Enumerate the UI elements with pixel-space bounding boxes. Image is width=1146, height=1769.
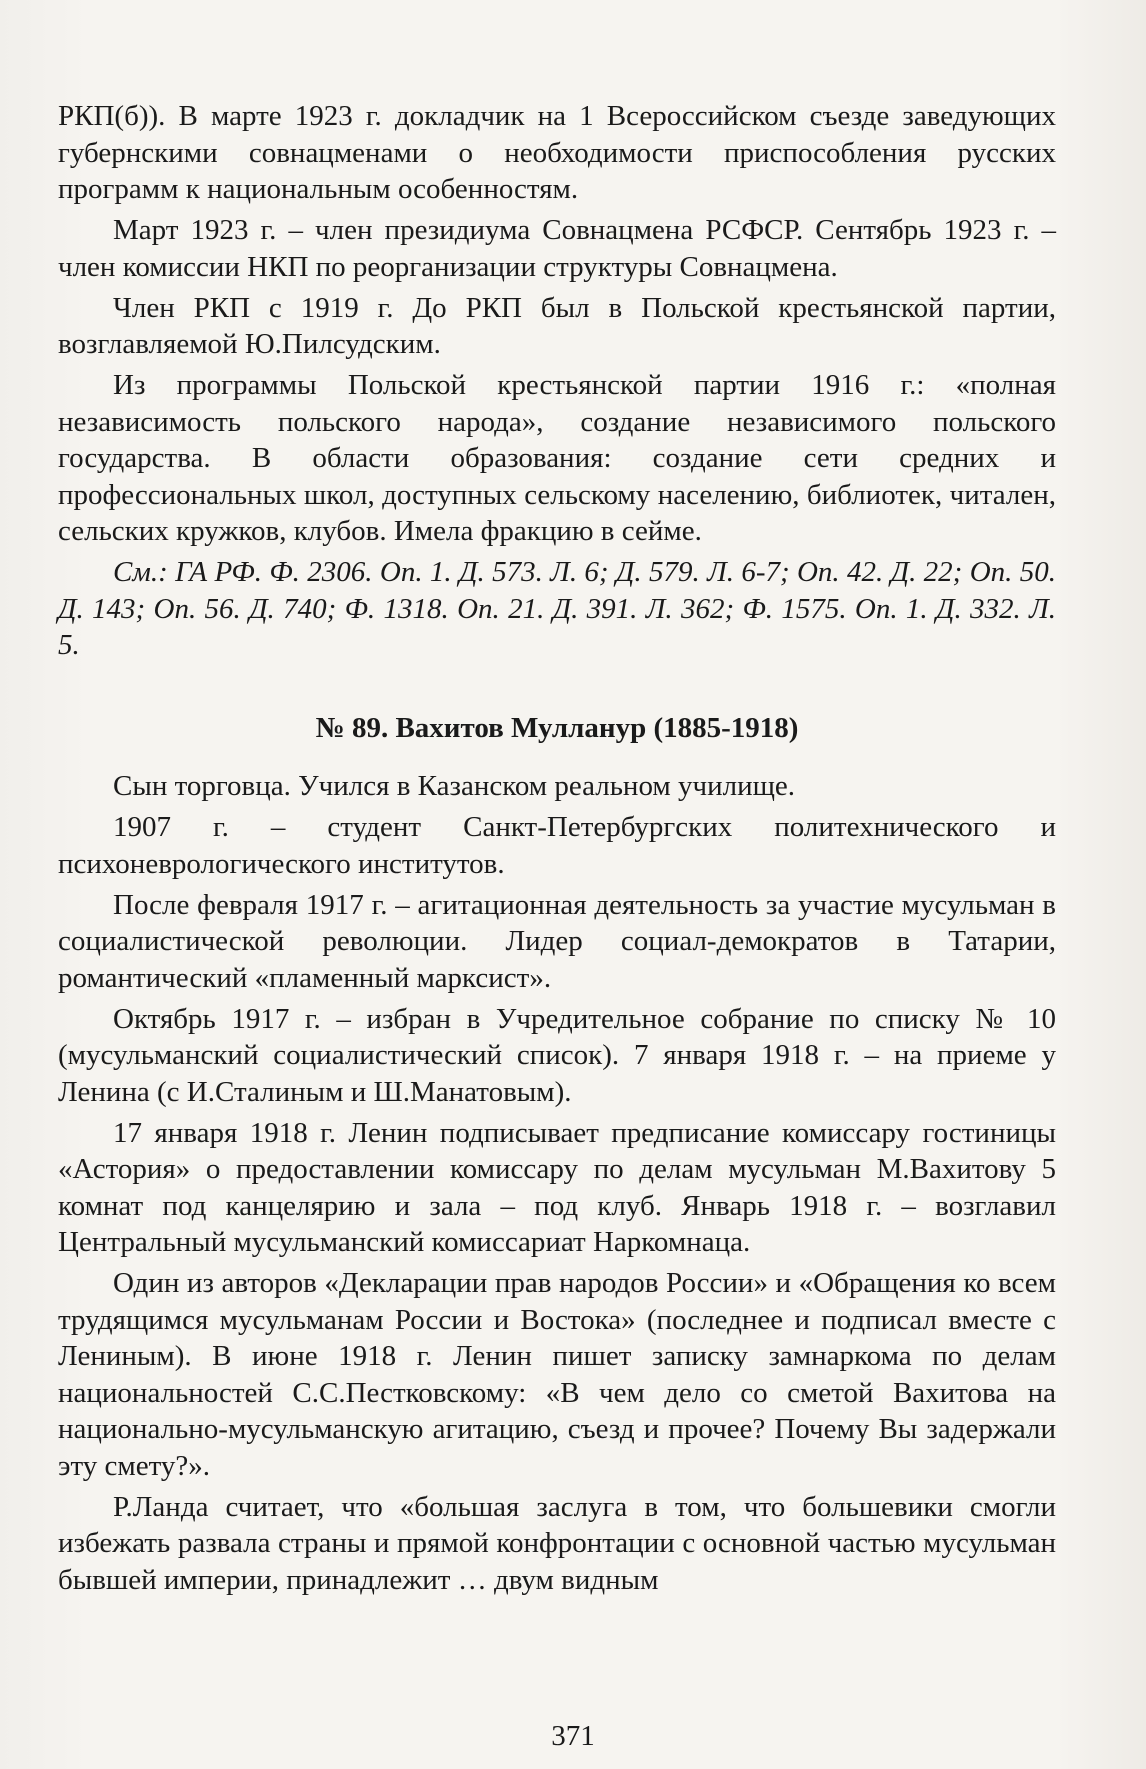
page-number: 371 bbox=[551, 1720, 595, 1752]
archive-reference: См.: ГА РФ. Ф. 2306. Оп. 1. Д. 573. Л. 6; Д. 579. Л. 6-7; Оп. 42. Д. 22; Оп. 50. Д. 143; Оп. 56. Д. 740; Ф. 1318. Оп. 21. Д. 391. Л. 362; Ф. 1575. Оп. 1. Д. 332. Л. 5. bbox=[58, 556, 1056, 661]
paragraph: Октябрь 1917 г. – избран в Учредительное собрание по списку № 10 (мусульманский социалистический список). 7 января 1918 г. – на приеме у Ленина (с И.Сталиным и Ш.Манатовым). bbox=[58, 1002, 1056, 1108]
paragraph: Один из авторов «Декларации прав народов России» и «Обращения ко всем трудящимся мусульманам России и Востока» (последнее и подписал вместе с Лениным). В июне 1918 г. Ленин пишет записку замнаркома по делам национальностей С.С.Пестковскому: «В чем дело со сметой Вахитова на национально-мусульманскую агитацию, съезд и прочее? Почему Вы задержали эту смету?». bbox=[58, 1267, 1056, 1482]
paragraph: После февраля 1917 г. – агитационная деятельность за участие мусульман в социалистической революции. Лидер социал-демократов в Татарии, романтический «пламенный марксист». bbox=[58, 888, 1056, 994]
paragraph: Сын торговца. Учился в Казанском реальном училище. bbox=[113, 770, 796, 802]
paragraph: Март 1923 г. – член президиума Совнацмена РСФСР. Сентябрь 1923 г. – член комиссии НКП по реорганизации структуры Совнацмена. bbox=[58, 214, 1056, 283]
paragraph: Р.Ланда считает, что «большая заслуга в том, что большевики смогли избежать развала страны и прямой конфронтации с основной частью мусульман бывшей империи, принадлежит … двум видным bbox=[58, 1490, 1056, 1596]
paragraph: 17 января 1918 г. Ленин подписывает предписание комиссару гостиницы «Астория» о предоставлении комиссару по делам мусульман М.Вахитову 5 комнат под канцелярию и зала – под клуб. Январь 1918 г. – возглавил Центральный мусульманский комиссариат Наркомнаца. bbox=[58, 1116, 1056, 1258]
paragraph: Член РКП с 1919 г. До РКП был в Польской крестьянской партии, возглавляемой Ю.Пилсудским. bbox=[58, 291, 1056, 360]
paragraph: 1907 г. – студент Санкт-Петербургских политехнического и психоневрологического институтов. bbox=[58, 811, 1056, 880]
paragraph-continuation: РКП(б)). В марте 1923 г. докладчик на 1 Всероссийском съезде заведующих губернскими совнацменами о необходимости приспособления русских программ к национальным особенностям. bbox=[58, 100, 1056, 205]
section-heading: № 89. Вахитов Мулланур (1885-1918) bbox=[315, 711, 799, 744]
paragraph: Из программы Польской крестьянской партии 1916 г.: «полная независимость польского народа», создание независимого польского государства. В области образования: создание сети средних и профессиональных школ, доступных сельскому населению, библиотек, читален, сельских кружков, клубов. Имела фракцию в сейме. bbox=[58, 369, 1056, 547]
page-body bbox=[58, 98, 1056, 1603]
